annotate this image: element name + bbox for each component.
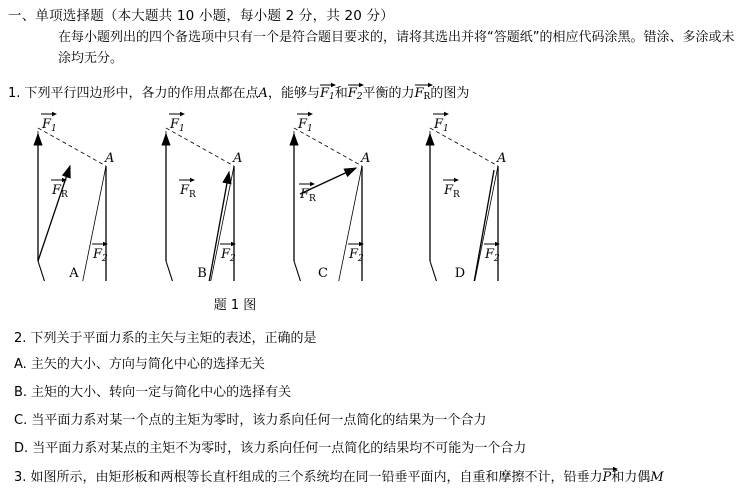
question2-stem: 2. 下列关于平面力系的主矢与主矩的表述，正确的是 <box>14 331 317 346</box>
figure-b-label-point: A <box>233 151 243 166</box>
svg-text:2: 2 <box>358 254 364 264</box>
moment-m-symbol: M <box>650 470 664 485</box>
question1-stem-part2: ，能够与 <box>267 86 320 101</box>
force-f1-symbol: $F_1$ <box>320 85 335 102</box>
question1-stem <box>8 82 469 102</box>
figure-d-label-f1: F <box>434 117 444 132</box>
option-letter-c: C <box>318 266 328 281</box>
figure-a-label-point: A <box>105 151 115 166</box>
figure-b-label-f2: F <box>221 247 231 262</box>
force-f2-symbol: $F_2$ <box>348 85 363 102</box>
question1-figure-group <box>0 106 746 281</box>
figure-c <box>294 112 370 281</box>
svg-text:1: 1 <box>307 124 313 134</box>
figure-a <box>38 112 114 281</box>
figure-a-label-f2: F <box>93 247 103 262</box>
figure-c-label-point: A <box>361 151 371 166</box>
question3-stem <box>14 466 664 485</box>
parallelogram-diagrams <box>0 106 746 281</box>
figure-a-label-fr: F <box>52 183 62 198</box>
svg-text:2: 2 <box>102 254 108 264</box>
svg-text:R: R <box>309 194 316 204</box>
question3-stem-and: 和力偶 <box>611 470 651 485</box>
option-letter-b: B <box>197 266 207 281</box>
question1-figure-caption: 题 1 图 <box>213 298 257 313</box>
figure-d <box>430 112 506 281</box>
question3-stem-part1: 3. 如图所示，由矩形板和两根等长直杆组成的三个系统均在同一铅垂平面内，自重和摩擦不计，铅垂力 <box>14 470 603 485</box>
svg-text:R: R <box>453 190 460 200</box>
option-letter-a: A <box>69 266 79 281</box>
figure-b-label-fr: F <box>180 183 190 198</box>
svg-text:R: R <box>61 190 68 200</box>
question1-stem-part4: 的图为 <box>430 86 470 101</box>
option-letter-d: D <box>454 266 466 281</box>
force-p-symbol: P <box>603 469 612 485</box>
question1-point-label: A <box>258 86 268 101</box>
figure-d-label-f2: F <box>485 247 495 262</box>
svg-text:1: 1 <box>51 124 57 134</box>
figure-a-label-f1: F <box>42 117 52 132</box>
figure-d-label-point: A <box>497 151 507 166</box>
svg-text:1: 1 <box>179 124 185 134</box>
question2-option-a: A. 主矢的大小、方向与简化中心的选择无关 <box>14 357 265 372</box>
section-title: 一、单项选择题（本大题共 10 小题，每小题 2 分，共 20 分） <box>8 8 394 24</box>
svg-text:2: 2 <box>230 254 236 264</box>
figure-b <box>166 112 242 281</box>
figure-b-label-f1: F <box>170 117 180 132</box>
question2-option-c: C. 当平面力系对某一个点的主矩为零时，该力系向任何一点简化的结果为一个合力 <box>14 413 487 428</box>
question1-stem-part1: 1. 下列平行四边形中，各力的作用点都在点 <box>8 86 259 101</box>
question2-option-b: B. 主矩的大小、转向一定与简化中心的选择有关 <box>14 385 292 400</box>
force-fr-symbol: FR <box>415 85 431 102</box>
question1-stem-and: 和 <box>334 86 348 101</box>
figure-c-label-f2: F <box>349 247 359 262</box>
question1-option-letters <box>0 266 746 282</box>
figure-c-label-fr: F <box>300 187 310 202</box>
figure-d-label-fr: F <box>444 183 454 198</box>
svg-text:2: 2 <box>494 254 500 264</box>
figure-c-label-f1: F <box>298 117 308 132</box>
question1-stem-part3: 平衡的力 <box>362 86 415 101</box>
section-instruction: 在每小题列出的四个备选项中只有一个是符合题目要求的，请将其选出并将“答题纸”的相应代码涂黑。错涂、多涂或未涂均无分。 <box>58 30 735 66</box>
question2-option-d: D. 当平面力系对某点的主矩不为零时，该力系向任何一点简化的结果均不可能为一个合力 <box>14 441 527 456</box>
svg-text:1: 1 <box>443 124 449 134</box>
svg-text:R: R <box>189 190 196 200</box>
